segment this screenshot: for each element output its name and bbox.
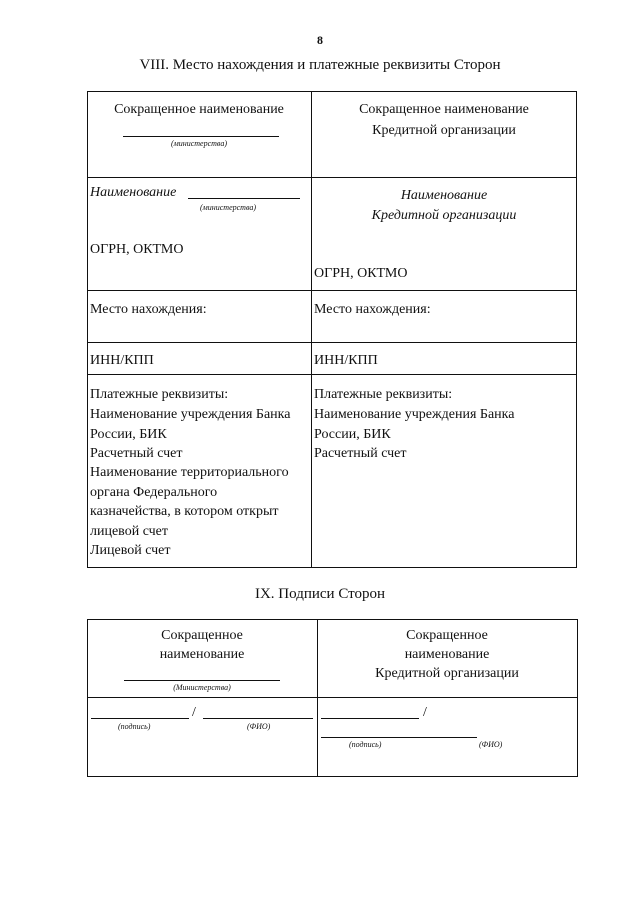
sig-right-slash: /: [423, 705, 427, 720]
sig-left-short-1: Сокращенное: [161, 628, 243, 643]
left-short-name: Сокращенное наименование: [114, 102, 284, 117]
right-short-name-1: Сокращенное наименование: [359, 102, 529, 117]
left-payment-line: Платежные реквизиты:: [90, 387, 229, 402]
sig-left-signature-line: [91, 718, 189, 719]
left-payment-line: казначейства, в котором открыт: [90, 504, 279, 519]
sig-left-fio-caption: (ФИО): [247, 722, 271, 731]
left-payment-line: России, БИК: [90, 427, 167, 442]
sig-left-sign-caption: (подпись): [118, 722, 151, 731]
left-payment-line: Расчетный счет: [90, 446, 183, 461]
right-payment-line: Платежные реквизиты:: [314, 387, 453, 402]
right-location: Место нахождения:: [314, 302, 431, 317]
right-name-1: Наименование: [400, 188, 488, 203]
left-location: Место нахождения:: [90, 302, 207, 317]
left-name-caption: (министерства): [200, 203, 257, 212]
right-payment-line: Расчетный счет: [314, 446, 407, 461]
signatures-row-divider: [87, 697, 578, 698]
sig-right-short-2: наименование: [404, 647, 490, 662]
row-divider-2: [87, 290, 577, 291]
left-name-label: Наименование: [90, 185, 177, 200]
row-divider-4: [87, 374, 577, 375]
left-payment-line: органа Федерального: [90, 485, 218, 500]
right-ogrn: ОГРН, ОКТМО: [314, 266, 408, 281]
sig-left-ministry-caption: (Министерства): [173, 683, 231, 692]
sig-left-slash: /: [192, 705, 196, 720]
sig-right-fio-caption: (ФИО): [479, 740, 503, 749]
right-short-name-2: Кредитной организации: [372, 123, 516, 138]
sig-right-signature-line: [321, 718, 419, 719]
left-name-blank: [188, 198, 300, 199]
right-inn: ИНН/КПП: [314, 353, 378, 368]
page-number: 8: [317, 33, 323, 47]
left-ogrn: ОГРН, ОКТМО: [90, 242, 184, 257]
right-payment-line: России, БИК: [314, 427, 391, 442]
row-divider-1: [87, 177, 577, 178]
sig-right-sign-caption: (подпись): [349, 740, 382, 749]
left-payment-line: Лицевой счет: [90, 543, 171, 558]
sig-right-short-1: Сокращенное: [406, 628, 488, 643]
sig-right-fio-line: [321, 737, 477, 738]
left-payment-line: лицевой счет: [90, 524, 168, 539]
sig-left-short-blank: [124, 680, 280, 681]
sig-left-short-2: наименование: [159, 647, 245, 662]
section-9-title: IX. Подписи Сторон: [254, 586, 386, 602]
left-inn: ИНН/КПП: [90, 353, 154, 368]
requisites-table-divider: [311, 91, 312, 568]
sig-left-fio-line: [203, 718, 313, 719]
row-divider-3: [87, 342, 577, 343]
right-name-2: Кредитной организации: [371, 208, 517, 223]
right-payment-line: Наименование учреждения Банка: [314, 407, 515, 422]
left-short-name-blank: [123, 136, 279, 137]
left-ministry-caption: (министерства): [170, 139, 228, 148]
sig-right-short-3: Кредитной организации: [375, 666, 519, 681]
section-8-title: VIII. Место нахождения и платежные реквизиты Сторон: [139, 57, 501, 73]
left-payment-line: Наименование учреждения Банка: [90, 407, 291, 422]
left-payment-line: Наименование территориального: [90, 465, 289, 480]
